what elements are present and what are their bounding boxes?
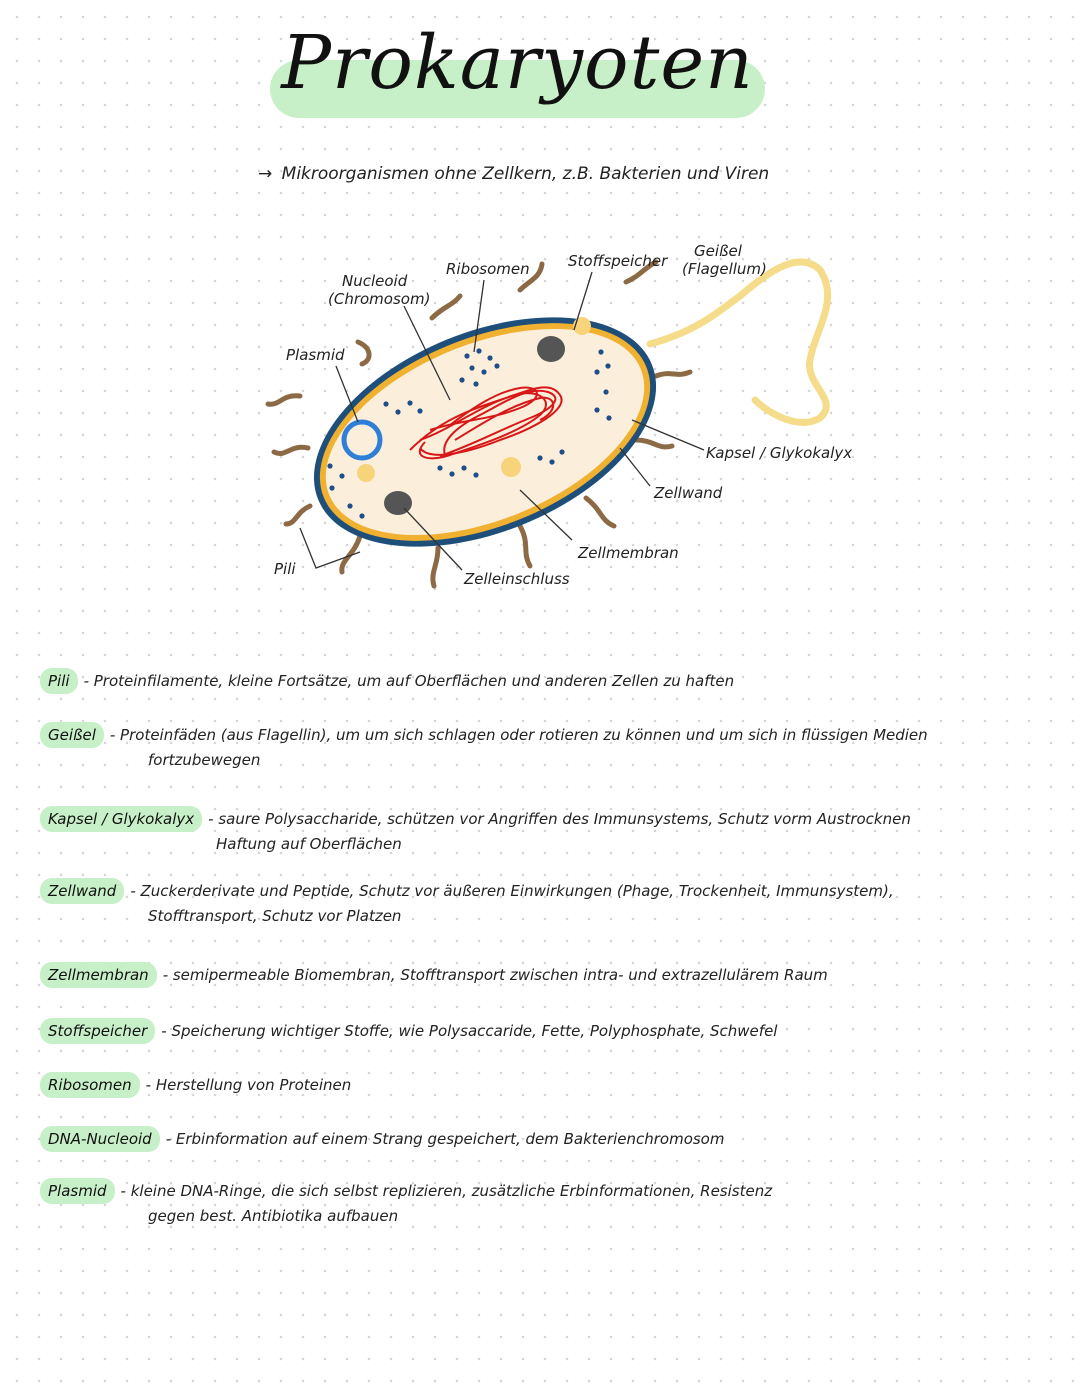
description: - Zuckerderivate und Peptide, Schutz vor äußeren Einwirkungen (Phage, Trockenheit, Immunsystem),	[130, 882, 894, 900]
term: Plasmid	[40, 1178, 115, 1204]
term: DNA-Nucleoid	[40, 1126, 160, 1152]
label-plasmid: Plasmid	[286, 346, 345, 364]
term: Kapsel / Glykokalyx	[40, 806, 202, 832]
label-ribosomen: Ribosomen	[446, 260, 530, 278]
label-nucleoid: Nucleoid	[342, 272, 408, 290]
term: Zellmembran	[40, 962, 157, 988]
label-chromosom: (Chromosom)	[328, 290, 431, 308]
description: - Speicherung wichtiger Stoffe, wie Polysaccaride, Fette, Polyphosphate, Schwefel	[161, 1022, 778, 1040]
definition-zellwand	[40, 878, 1050, 928]
label-zellmembran: Zellmembran	[578, 544, 679, 562]
label-stoffspeicher: Stoffspeicher	[568, 252, 668, 270]
description: - kleine DNA-Ringe, die sich selbst replizieren, zusätzliche Erbinformationen, Resistenz	[120, 1182, 773, 1200]
description: - Herstellung von Proteinen	[145, 1076, 352, 1094]
term: Geißel	[40, 722, 104, 748]
flagellum	[650, 262, 828, 423]
arrow-right-icon: →	[258, 164, 273, 184]
term: Zellwand	[40, 878, 124, 904]
page-title: Prokaryoten	[281, 20, 754, 106]
term: Ribosomen	[40, 1072, 140, 1098]
description: - semipermeable Biomembran, Stofftransport zwischen intra- und extrazellulärem Raum	[162, 966, 828, 984]
definition-dna-nucleoid	[40, 1126, 1050, 1152]
description: - Erbinformation auf einem Strang gespeichert, dem Bakterienchromosom	[165, 1130, 725, 1148]
prokaryote-cell-diagram	[0, 0, 1080, 620]
label-zelleinschluss: Zelleinschluss	[464, 570, 570, 588]
label-zellwand: Zellwand	[654, 484, 723, 502]
label-pili: Pili	[274, 560, 296, 578]
description: - saure Polysaccharide, schützen vor Angriffen des Immunsystems, Schutz vorm Austrocknen	[208, 810, 911, 828]
description-continued: Stofftransport, Schutz vor Platzen	[148, 907, 402, 925]
definition-kapsel	[40, 806, 1050, 856]
description: - Proteinfilamente, kleine Fortsätze, um auf Oberflächen und anderen Zellen zu haften	[83, 672, 735, 690]
definition-stoffspeicher	[40, 1018, 1050, 1044]
definition-pili	[40, 668, 1050, 694]
label-kapsel: Kapsel / Glykokalyx	[706, 444, 853, 462]
description-continued: fortzubewegen	[148, 751, 261, 769]
label-geissel: Geißel	[694, 242, 742, 260]
description: - Proteinfäden (aus Flagellin), um um sich schlagen oder rotieren zu können und um sich in flüssigen Medien	[109, 726, 928, 744]
term: Pili	[40, 668, 78, 694]
definition-ribosomen	[40, 1072, 1050, 1098]
definition-plasmid	[40, 1178, 1050, 1228]
label-flagellum: (Flagellum)	[682, 260, 767, 278]
term: Stoffspeicher	[40, 1018, 155, 1044]
description-continued: Haftung auf Oberflächen	[216, 835, 402, 853]
definition-geissel	[40, 722, 1050, 772]
description-continued: gegen best. Antibiotika aufbauen	[148, 1207, 399, 1225]
subtitle-text: Mikroorganismen ohne Zellkern, z.B. Bakterien und Viren	[281, 164, 770, 184]
definition-zellmembran	[40, 962, 1050, 988]
